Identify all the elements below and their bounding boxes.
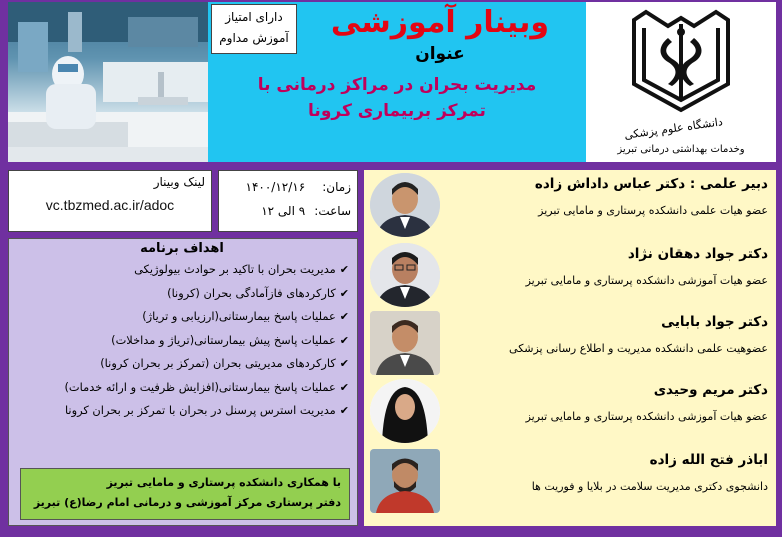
cme-line-1: دارای امتیاز bbox=[225, 10, 283, 24]
man-portrait-icon bbox=[370, 311, 440, 375]
speaker-name: دبیر علمی : دکتر عباس داداش زاده bbox=[534, 176, 768, 192]
date-label: زمان: bbox=[322, 180, 351, 194]
collaboration-box bbox=[20, 468, 350, 520]
speaker-name: دکتر مریم وحیدی bbox=[653, 382, 768, 398]
goal-text: کارکردهای مدیریتی بحران (تمرکز بر بحران کرونا) bbox=[100, 356, 336, 370]
speaker-role: عضو هیات علمی دانشکده پرستاری و مامایی تبریز bbox=[538, 204, 768, 217]
webinar-title: وبینار آموزشی bbox=[330, 5, 550, 40]
goal-item bbox=[15, 305, 349, 329]
speaker-card bbox=[364, 242, 776, 310]
speaker-role: عضو هیات آموزشی دانشکده پرستاری و مامایی تبریز bbox=[525, 410, 768, 423]
goals-title: اهداف برنامه bbox=[140, 241, 224, 256]
time-label: ساعت: bbox=[314, 204, 351, 218]
university-logo bbox=[586, 2, 776, 162]
goal-text: مدیریت بحران با تاکید بر حوادث بیولوژیکی bbox=[134, 262, 336, 276]
speaker-card bbox=[364, 378, 776, 446]
goal-text: عملیات پاسخ پیش بیمارستانی(تریاژ و مداخلات) bbox=[111, 332, 336, 347]
collab-line-1: با همکاری دانشکده پرستاری و مامایی تبریز bbox=[106, 476, 341, 489]
checkmark-icon: ✔ bbox=[339, 333, 349, 347]
checkmark-icon: ✔ bbox=[339, 263, 349, 276]
goal-text: عملیات پاسخ بیمارستانی(ارزیابی و تریاژ) bbox=[142, 309, 336, 323]
university-emblem-icon bbox=[586, 2, 776, 162]
speaker-card bbox=[364, 310, 776, 378]
speaker-card bbox=[364, 172, 776, 240]
webinar-link-box bbox=[8, 170, 212, 232]
time-row bbox=[225, 199, 351, 223]
date-row bbox=[225, 175, 351, 199]
cme-line-2: آموزش مداوم bbox=[219, 31, 289, 45]
speaker-role: عضوهیت علمی دانشکده مدیریت و اطلاع رسانی پزشکی bbox=[509, 342, 768, 355]
speaker-role: عضو هیات آموزشی دانشکده پرستاری و مامایی تبریز bbox=[525, 274, 768, 287]
goal-text: عملیات پاسخ بیمارستانی(افزایش ظرفیت و ارائه خدمات) bbox=[64, 379, 336, 394]
goal-item bbox=[15, 258, 349, 282]
goal-item bbox=[15, 329, 349, 353]
subject-label: عنوان bbox=[415, 44, 465, 64]
speakers-panel bbox=[364, 170, 776, 526]
goal-item bbox=[15, 376, 349, 400]
hospital-ward-photo bbox=[8, 2, 208, 162]
checkmark-icon: ✔ bbox=[339, 404, 349, 417]
speaker-name: اباذر فتح الله زاده bbox=[649, 452, 768, 468]
topic-line-2: تمرکز بربیماری کرونا bbox=[308, 101, 486, 121]
man-portrait-icon bbox=[370, 173, 440, 237]
man-portrait-icon bbox=[370, 449, 440, 513]
checkmark-icon: ✔ bbox=[339, 357, 349, 370]
schedule-box bbox=[218, 170, 358, 232]
date-value: ۱۴۰۰/۱۲/۱۶ bbox=[245, 180, 306, 194]
goal-item bbox=[15, 282, 349, 306]
webinar-topic bbox=[214, 72, 580, 124]
webinar-link-url[interactable]: vc.tbzmed.ac.ir/adoc bbox=[45, 197, 175, 213]
topic-line-1: مدیریت بحران در مراکز درمانی با bbox=[257, 75, 537, 95]
goal-item bbox=[15, 399, 349, 423]
cme-credit-badge bbox=[211, 4, 297, 54]
checkmark-icon: ✔ bbox=[339, 286, 349, 300]
time-value: ۹ الی ۱۲ bbox=[261, 204, 306, 218]
speaker-card bbox=[364, 448, 776, 516]
checkmark-icon: ✔ bbox=[339, 380, 349, 394]
collab-line-2: دفتر پرستاری مرکز آموزشی و درمانی امام رضا(ع) تبریز bbox=[33, 496, 341, 509]
goal-text: کارکردهای فازآمادگی بحران (کرونا) bbox=[167, 285, 336, 300]
goal-item bbox=[15, 352, 349, 376]
checkmark-icon: ✔ bbox=[339, 310, 349, 323]
logo-caption-1: دانشگاه علوم پزشکی bbox=[623, 115, 724, 142]
logo-caption-2: وخدمات بهداشتی درمانی تبریز bbox=[617, 144, 745, 155]
woman-portrait-icon bbox=[370, 379, 440, 443]
speaker-name: دکتر جواد بابایی bbox=[661, 314, 768, 330]
speaker-name: دکتر جواد دهقان نژاد bbox=[627, 246, 768, 262]
speaker-role: دانشجوی دکتری مدیریت سلامت در بلایا و فوریت ها bbox=[531, 480, 768, 493]
webinar-link-label: لینک وبینار bbox=[153, 175, 205, 189]
goal-text: مدیریت استرس پرسنل در بحران با تمرکز بر بحران کرونا bbox=[64, 403, 336, 417]
man-portrait-icon bbox=[370, 243, 440, 307]
